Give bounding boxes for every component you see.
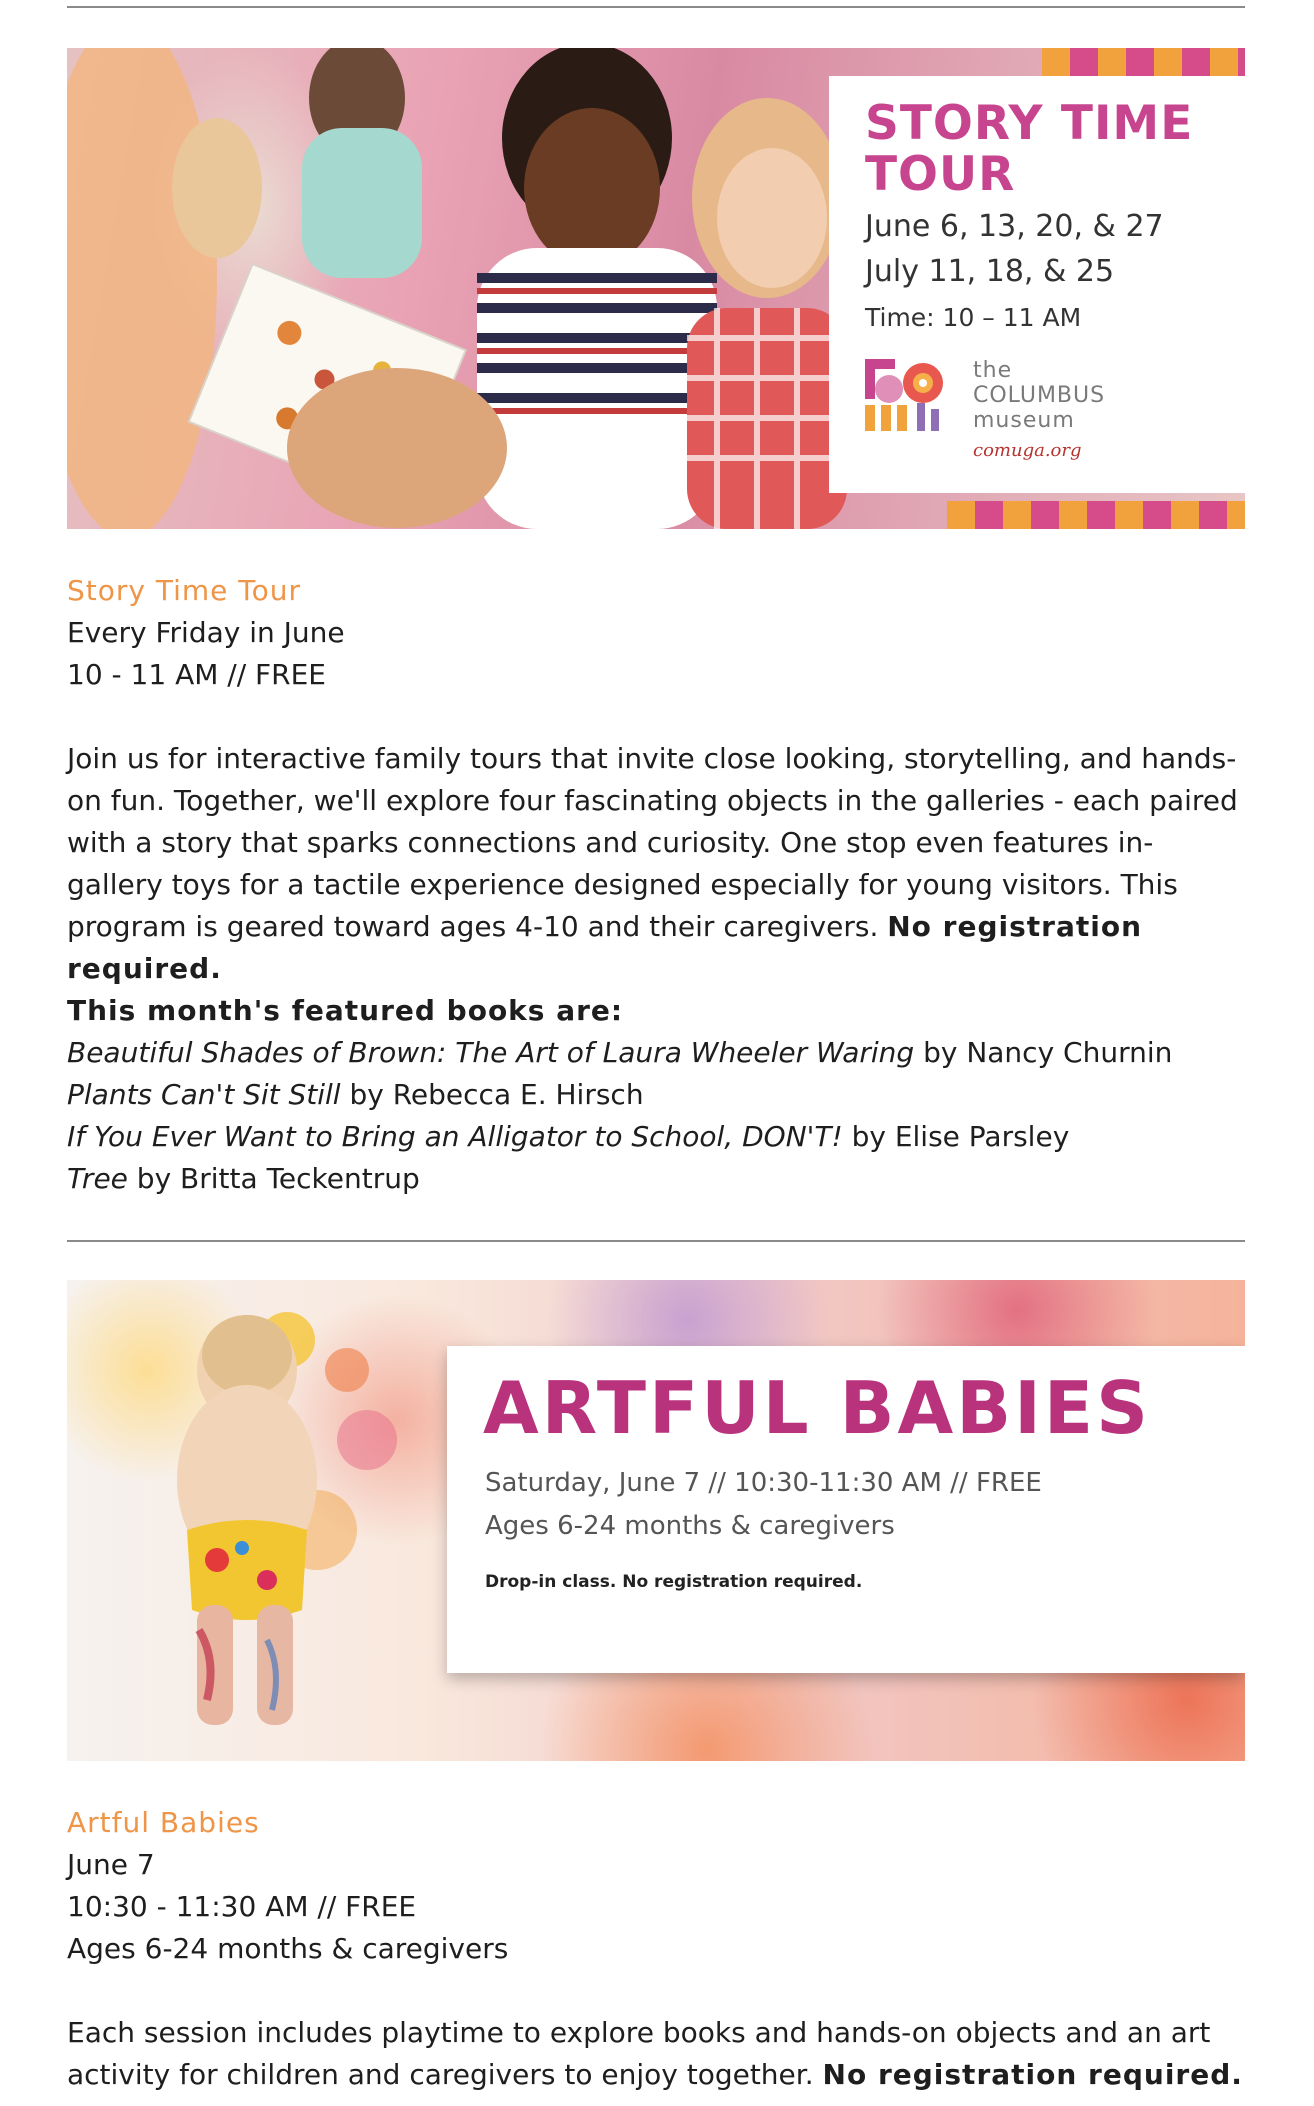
book-item (67, 1032, 1245, 1074)
story-time-card (829, 76, 1245, 493)
book-author: by Nancy Churnin (914, 1036, 1173, 1069)
story-time-banner-image (67, 48, 1245, 529)
logo-text-columbus: COLUMBUS (973, 383, 1106, 408)
book-author: by Elise Parsley (842, 1120, 1070, 1153)
story-schedule: Every Friday in June (67, 616, 345, 649)
story-heading: Story Time Tour (67, 574, 302, 607)
babies-registration-note: No registration required. (822, 2058, 1243, 2091)
artful-babies-card (447, 1346, 1245, 1673)
book-title: Tree (67, 1162, 128, 1195)
decorative-pattern-top (1042, 48, 1245, 76)
babies-banner-note: Drop-in class. No registration required. (485, 1572, 863, 1592)
section-divider (67, 1240, 1245, 1242)
book-item (67, 1116, 1245, 1158)
babies-description (67, 2012, 1245, 2096)
story-banner-dates (865, 204, 1235, 294)
featured-books (67, 990, 1245, 1200)
columbus-museum-logo-icon (865, 359, 955, 431)
decorative-pattern-bottom (947, 501, 1245, 529)
baby-painting-illustration (67, 1280, 447, 1761)
story-banner-dates-june: June 6, 13, 20, & 27 (865, 209, 1164, 244)
story-description (67, 738, 1245, 990)
babies-date: June 7 (67, 1848, 155, 1881)
logo-text-museum: museum (973, 408, 1075, 433)
museum-url: comuga.org (973, 440, 1082, 461)
books-heading: This month's featured books are: (67, 994, 624, 1027)
logo-text-the: the (973, 358, 1013, 383)
story-description-text: Join us for interactive family tours that invite close looking, storytelling, and hands-on fun. Together, we'll explore four fascinating objects in the galleries - each paired with a story that sparks connections and curiosity. One stop even features in-gallery toys for a tactile experience designed especially for young visitors. This program is geared toward ages 4-10 and their caregivers. (67, 742, 1238, 943)
children-reading-illustration (67, 48, 847, 529)
book-author: by Rebecca E. Hirsch (340, 1078, 644, 1111)
babies-heading: Artful Babies (67, 1806, 260, 1839)
book-item (67, 1158, 1245, 1200)
babies-description-text: Each session includes playtime to explore books and hands-on objects and an art activity for children and caregivers to enjoy together. (67, 2016, 1211, 2091)
babies-banner-title: ARTFUL BABIES (483, 1366, 1151, 1450)
top-divider (67, 6, 1245, 8)
story-section-header (67, 570, 1245, 696)
book-title: Plants Can't Sit Still (67, 1078, 341, 1111)
book-item (67, 1074, 1245, 1116)
story-banner-title: STORY TIME TOUR (865, 96, 1194, 202)
book-title: Beautiful Shades of Brown: The Art of Laura Wheeler Waring (67, 1036, 915, 1069)
story-time: 10 - 11 AM // FREE (67, 658, 326, 691)
babies-ages: Ages 6-24 months & caregivers (67, 1932, 509, 1965)
babies-time: 10:30 - 11:30 AM // FREE (67, 1890, 417, 1923)
story-banner-time: Time: 10 – 11 AM (865, 303, 1082, 332)
museum-logo-text (973, 358, 1105, 433)
artful-babies-banner-image (67, 1280, 1245, 1761)
babies-banner-ages: Ages 6-24 months & caregivers (485, 1511, 895, 1541)
story-banner-dates-july: July 11, 18, & 25 (865, 254, 1115, 289)
babies-section-header (67, 1802, 1245, 1970)
story-registration-note: No registration required. (67, 910, 1143, 985)
book-title: If You Ever Want to Bring an Alligator to School, DON'T! (67, 1120, 843, 1153)
babies-banner-date-time: Saturday, June 7 // 10:30-11:30 AM // FREE (485, 1468, 1042, 1498)
book-author: by Britta Teckentrup (127, 1162, 420, 1195)
